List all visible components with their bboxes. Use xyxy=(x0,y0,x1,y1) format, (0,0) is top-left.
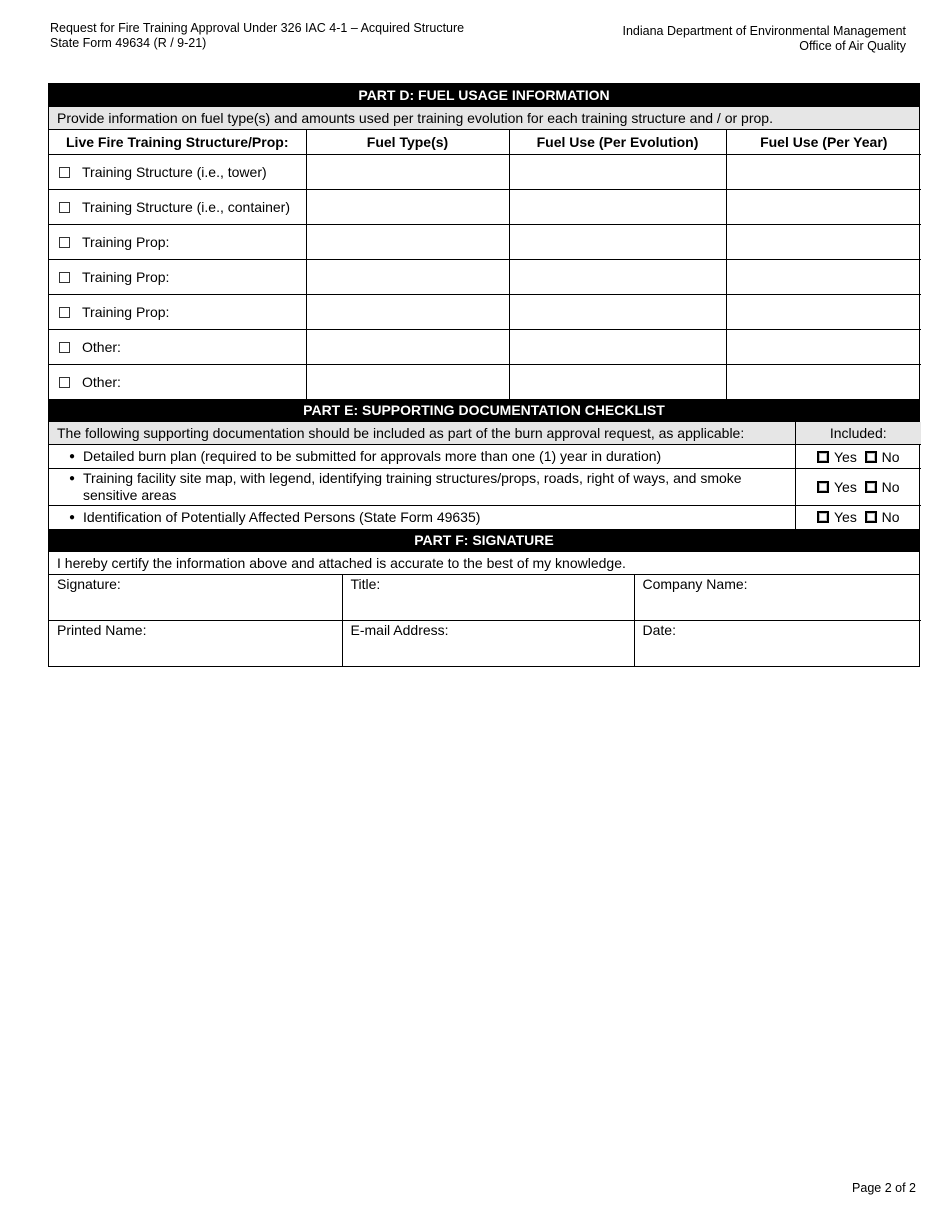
part-d-title: PART D: FUEL USAGE INFORMATION xyxy=(49,84,919,107)
included-header: Included: xyxy=(795,422,921,445)
checklist-item-text: Identification of Potentially Affected Persons (State Form 49635) xyxy=(83,508,481,525)
documentation-checklist-table xyxy=(49,422,921,529)
email-address-field[interactable]: E-mail Address: xyxy=(342,620,634,666)
no-label: No xyxy=(881,479,900,495)
signature-row xyxy=(49,620,921,666)
table-row xyxy=(49,365,921,400)
yes-label: Yes xyxy=(833,479,857,495)
checkbox[interactable] xyxy=(59,167,70,178)
structure-prop-label: Other: xyxy=(82,374,121,390)
fuel-use-year-field[interactable] xyxy=(726,365,921,400)
fuel-type-field[interactable] xyxy=(306,295,509,330)
part-f-title: PART F: SIGNATURE xyxy=(49,529,919,552)
fuel-use-evolution-field[interactable] xyxy=(509,365,726,400)
structure-prop-cell xyxy=(49,330,306,365)
signature-row xyxy=(49,575,921,621)
table-row xyxy=(49,260,921,295)
column-header: Fuel Type(s) xyxy=(306,130,509,155)
structure-prop-cell xyxy=(49,225,306,260)
column-header: Fuel Use (Per Year) xyxy=(726,130,921,155)
column-header: Fuel Use (Per Evolution) xyxy=(509,130,726,155)
fuel-use-year-field[interactable] xyxy=(726,190,921,225)
checklist-item-cell xyxy=(49,469,795,506)
company-name-field[interactable]: Company Name: xyxy=(634,575,921,621)
table-row xyxy=(49,295,921,330)
structure-prop-cell xyxy=(49,260,306,295)
table-row xyxy=(49,225,921,260)
checklist-item-text: Detailed burn plan (required to be submitted for approvals more than one (1) year in duration) xyxy=(83,448,662,464)
fuel-type-field[interactable] xyxy=(306,365,509,400)
included-choice xyxy=(795,445,921,469)
table-row xyxy=(49,155,921,190)
fuel-type-field[interactable] xyxy=(306,330,509,365)
checklist-item-cell xyxy=(49,445,795,469)
bullet-icon: ● xyxy=(69,511,76,523)
fuel-type-field[interactable] xyxy=(306,260,509,295)
no-checkbox[interactable] xyxy=(865,511,877,523)
structure-prop-label: Training Prop: xyxy=(82,234,170,250)
checkbox[interactable] xyxy=(59,202,70,213)
form-body xyxy=(48,83,920,667)
structure-prop-cell xyxy=(49,155,306,190)
fuel-type-field[interactable] xyxy=(306,190,509,225)
fuel-use-evolution-field[interactable] xyxy=(509,190,726,225)
checkbox[interactable] xyxy=(59,377,70,388)
fuel-use-evolution-field[interactable] xyxy=(509,225,726,260)
signature-table xyxy=(49,575,921,666)
no-checkbox[interactable] xyxy=(865,481,877,493)
checkbox[interactable] xyxy=(59,307,70,318)
fuel-use-evolution-field[interactable] xyxy=(509,295,726,330)
yes-checkbox[interactable] xyxy=(817,511,829,523)
checklist-item xyxy=(49,445,921,469)
printed-name-field[interactable]: Printed Name: xyxy=(49,620,342,666)
fuel-use-evolution-field[interactable] xyxy=(509,155,726,190)
no-label: No xyxy=(881,509,900,526)
structure-prop-label: Training Structure (i.e., tower) xyxy=(82,164,267,180)
checklist-item xyxy=(49,506,921,529)
column-header: Live Fire Training Structure/Prop: xyxy=(49,130,306,155)
office-name: Office of Air Quality xyxy=(799,39,906,53)
fuel-use-evolution-field[interactable] xyxy=(509,260,726,295)
structure-prop-cell xyxy=(49,190,306,225)
form-header-left xyxy=(50,21,464,51)
table-row xyxy=(49,330,921,365)
title-field[interactable]: Title: xyxy=(342,575,634,621)
fuel-use-year-field[interactable] xyxy=(726,225,921,260)
fuel-type-field[interactable] xyxy=(306,155,509,190)
fuel-use-year-field[interactable] xyxy=(726,330,921,365)
included-choice xyxy=(795,506,921,529)
form-title: Request for Fire Training Approval Under 326 IAC 4-1 – Acquired Structure xyxy=(50,21,465,35)
fuel-use-year-field[interactable] xyxy=(726,295,921,330)
checkbox[interactable] xyxy=(59,342,70,353)
no-checkbox[interactable] xyxy=(865,451,877,463)
fuel-usage-header-row xyxy=(49,130,921,155)
structure-prop-label: Training Prop: xyxy=(82,269,170,285)
table-row xyxy=(49,190,921,225)
certification-statement: I hereby certify the information above and attached is accurate to the best of my knowledge. xyxy=(49,552,919,575)
checklist-item-cell xyxy=(49,506,795,529)
structure-prop-cell xyxy=(49,295,306,330)
checklist-item-text: Training facility site map, with legend, identifying training structures/props, roads, right of ways, and smoke sensitive areas xyxy=(83,470,742,503)
part-e-intro: The following supporting documentation should be included as part of the burn approval request, as applicable: xyxy=(49,422,795,445)
fuel-usage-table xyxy=(49,130,921,399)
structure-prop-label: Other: xyxy=(82,339,121,355)
checklist-item xyxy=(49,469,921,506)
checkbox[interactable] xyxy=(59,237,70,248)
agency-name: Indiana Department of Environmental Management xyxy=(622,24,906,38)
structure-prop-label: Training Prop: xyxy=(82,304,170,320)
yes-checkbox[interactable] xyxy=(817,451,829,463)
signature-field[interactable]: Signature: xyxy=(57,575,121,592)
checklist-header-row xyxy=(49,422,921,445)
included-choice xyxy=(795,469,921,506)
structure-prop-label: Training Structure (i.e., container) xyxy=(82,199,291,215)
form-header-right xyxy=(623,24,907,54)
yes-label: Yes xyxy=(833,448,857,465)
structure-prop-cell xyxy=(49,365,306,400)
part-d-intro: Provide information on fuel type(s) and amounts used per training evolution for each training structure and / or prop. xyxy=(49,107,919,130)
fuel-use-evolution-field[interactable] xyxy=(509,330,726,365)
fuel-use-year-field[interactable] xyxy=(726,155,921,190)
fuel-type-field[interactable] xyxy=(306,225,509,260)
yes-label: Yes xyxy=(833,509,857,526)
fuel-use-year-field[interactable] xyxy=(726,260,921,295)
bullet-icon: ● xyxy=(69,473,76,484)
date-field[interactable]: Date: xyxy=(634,620,921,666)
form-number: State Form 49634 (R / 9-21) xyxy=(50,36,207,50)
no-label: No xyxy=(881,448,900,465)
part-e-title: PART E: SUPPORTING DOCUMENTATION CHECKLIST xyxy=(49,399,919,422)
bullet-icon: ● xyxy=(69,451,76,462)
page-number: Page 2 of 2 xyxy=(852,1181,916,1195)
yes-checkbox[interactable] xyxy=(817,481,829,493)
checkbox[interactable] xyxy=(59,272,70,283)
